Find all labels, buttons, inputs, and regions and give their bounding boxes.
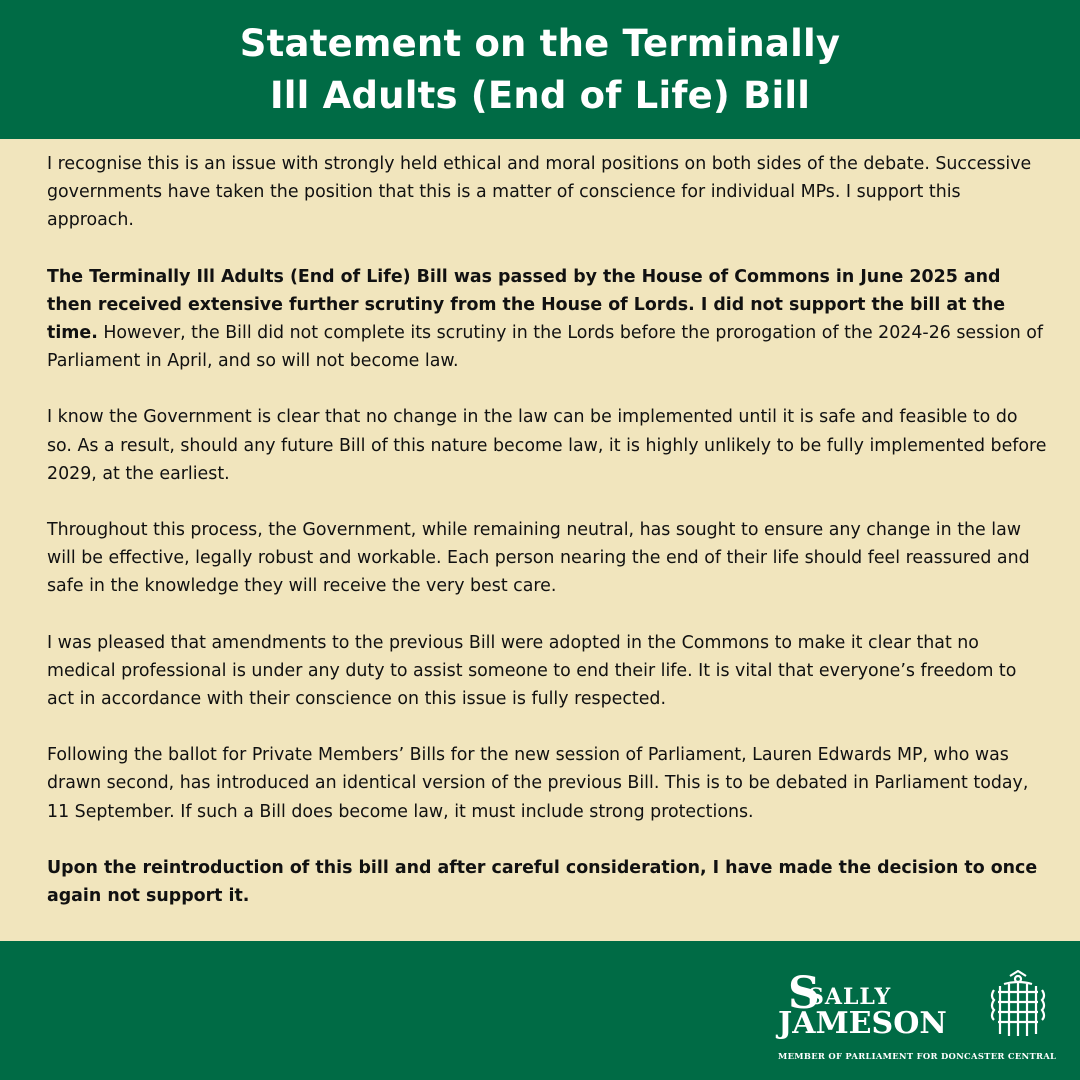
paragraph-bill-history bbox=[47, 263, 1047, 376]
paragraph-amendments: I was pleased that amendments to the previous Bill were adopted in the Commons to make it clear that no medical professional is under any duty to assist someone to end their life. It is vital that everyone’s freedom to act in accordance with their conscience on this issue is fully respected. bbox=[47, 632, 1017, 710]
paragraph-implementation: I know the Government is clear that no change in the law can be implemented until it is safe and feasible to do so. As a result, should any future Bill of this nature become law, it is highly unlikely to be fully implemented before 2029, at the earliest. bbox=[47, 407, 1047, 484]
portcullis-icon bbox=[990, 970, 1046, 1042]
logo-initial-s: S bbox=[788, 968, 820, 1019]
page-title-line-1: Statement on the Terminally bbox=[239, 21, 841, 65]
paragraph-bill-history-bold: The Terminally Ill Adults (End of Life) Bill was passed by the House of Commons in June 2025 and then received extensive further scrutiny from the House of Lords. I did not support the bill at the time. bbox=[47, 266, 1005, 344]
statement-header bbox=[0, 0, 1080, 139]
paragraph-conscience: I recognise this is an issue with strongly held ethical and moral positions on both sides of the debate. Successive governments have taken the position that this is a matter of conscience for individual MPs. I support this approach. bbox=[47, 154, 1032, 231]
logo-subline: MEMBER OF PARLIAMENT FOR DONCASTER CENTRAL bbox=[778, 1051, 1057, 1061]
paragraph-decision-bold: Upon the reintroduction of this bill and after careful consideration, I have made the decision to once again not support it. bbox=[47, 857, 1038, 907]
paragraph-new-bill: Following the ballot for Private Members’ Bills for the new session of Parliament, Lauren Edwards MP, who was drawn second, has introduced an identical version of the previous Bill. This is to be debated in Parliament today, 11 September. If such a Bill does become law, it must include strong protections. bbox=[47, 745, 1029, 822]
paragraph-government-neutral: Throughout this process, the Government, while remaining neutral, has sought to ensure any change in the law will be effective, legally robust and workable. Each person nearing the end of their life should feel reassured and safe in the knowledge they will receive the very best care. bbox=[47, 520, 1030, 597]
paragraph-bill-history-rest: However, the Bill did not complete its scrutiny in the Lords before the prorogation of the 2024-26 session of Parliament in April, and so will not become law. bbox=[47, 323, 1044, 372]
paragraph-decision bbox=[47, 854, 1047, 910]
logo-first-name: SALLY bbox=[808, 984, 892, 1010]
statement-body bbox=[47, 150, 1047, 938]
sally-jameson-logo bbox=[778, 968, 1057, 1068]
page-title-line-2: Ill Adults (End of Life) Bill bbox=[269, 73, 811, 117]
logo-last-name: JAMESON bbox=[778, 1006, 947, 1041]
